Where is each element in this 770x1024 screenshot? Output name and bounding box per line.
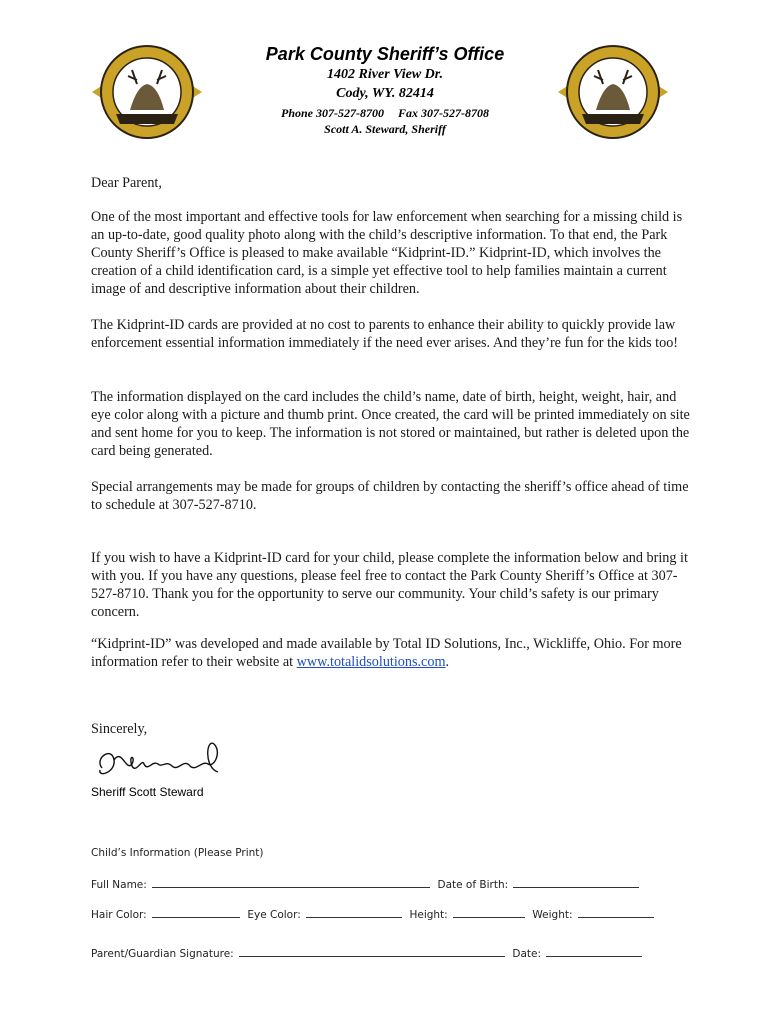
form-row-details: [91, 907, 658, 921]
dob-field[interactable]: [513, 877, 639, 888]
paragraph-1: One of the most important and effective tools for law enforcement when searching for a missing child is an up-to-date, good quality photo along with the child’s descriptive information. To that end, the Park County Sheriff’s Office is pleased to make available “Kidprint-ID.” Kidprint-ID, which involves the creation of a child identification card, is a simple yet effective tool to help families maintain a current image of and descriptive information about their children.: [91, 209, 683, 297]
full-name-label: Full Name:: [91, 879, 147, 891]
paragraph-6: [91, 635, 691, 671]
height-field[interactable]: [453, 907, 525, 918]
signature-name: Sheriff Scott Steward: [91, 785, 204, 799]
hair-color-field[interactable]: [152, 907, 240, 918]
paragraph-2: The Kidprint-ID cards are provided at no cost to parents to enhance their ability to quickly provide law enforcement essential information immediately if the need ever arises. And they’re fun for the kids too!: [91, 317, 679, 351]
weight-field[interactable]: [578, 907, 654, 918]
full-name-field[interactable]: [152, 877, 430, 888]
form-row-name: [91, 877, 643, 891]
contact-line: [0, 105, 770, 121]
closing: Sincerely,: [91, 721, 148, 737]
hair-color-label: Hair Color:: [91, 909, 147, 921]
fax-number: Fax 307-527-8708: [398, 106, 489, 120]
website-link[interactable]: www.totalidsolutions.com: [296, 654, 446, 670]
form-title: Child’s Information (Please Print): [91, 847, 264, 859]
sheriff-name: Scott A. Steward, Sheriff: [324, 122, 446, 136]
agency-name: Park County Sheriff’s Office: [265, 44, 505, 64]
dob-label: Date of Birth:: [437, 879, 509, 891]
guardian-signature-field[interactable]: [239, 946, 505, 957]
weight-label: Weight:: [532, 909, 573, 921]
paragraph-6-end: .: [445, 654, 450, 670]
paragraph-4: Special arrangements may be made for groups of children by contacting the sheriff’s office ahead of time to schedule at 307-527-8710.: [91, 479, 689, 513]
form-row-signature: [91, 946, 646, 960]
letterhead: [0, 43, 770, 137]
height-label: Height:: [409, 909, 448, 921]
handwritten-signature: [92, 738, 232, 786]
eye-color-field[interactable]: [306, 907, 402, 918]
greeting: Dear Parent,: [91, 175, 162, 191]
paragraph-6-text: “Kidprint-ID” was developed and made available by Total ID Solutions, Inc., Wickliffe, Ohio. For more information refer to their website at: [91, 636, 682, 670]
address-line-1: 1402 River View Dr.: [327, 67, 443, 82]
eye-color-label: Eye Color:: [247, 909, 301, 921]
guardian-signature-label: Parent/Guardian Signature:: [91, 948, 234, 960]
paragraph-5: If you wish to have a Kidprint-ID card for your child, please complete the information below and bring it with you. If you have any questions, please feel free to contact the Park County Sheriff’s Office at 307-527-8710. Thank you for the opportunity to serve our community. Your child’s safety is our primary concern.: [91, 550, 688, 620]
address-line-2: Cody, WY. 82414: [336, 86, 434, 101]
phone-number: Phone 307-527-8700: [281, 106, 384, 120]
date-label: Date:: [512, 948, 542, 960]
paragraph-3: The information displayed on the card includes the child’s name, date of birth, height, weight, hair, and eye color along with a picture and thumb print. Once created, the card will be printed immediately on site and sent home for you to keep. The information is not stored or maintained, but rather is deleted upon the card being generated.: [91, 389, 690, 459]
date-field[interactable]: [546, 946, 642, 957]
